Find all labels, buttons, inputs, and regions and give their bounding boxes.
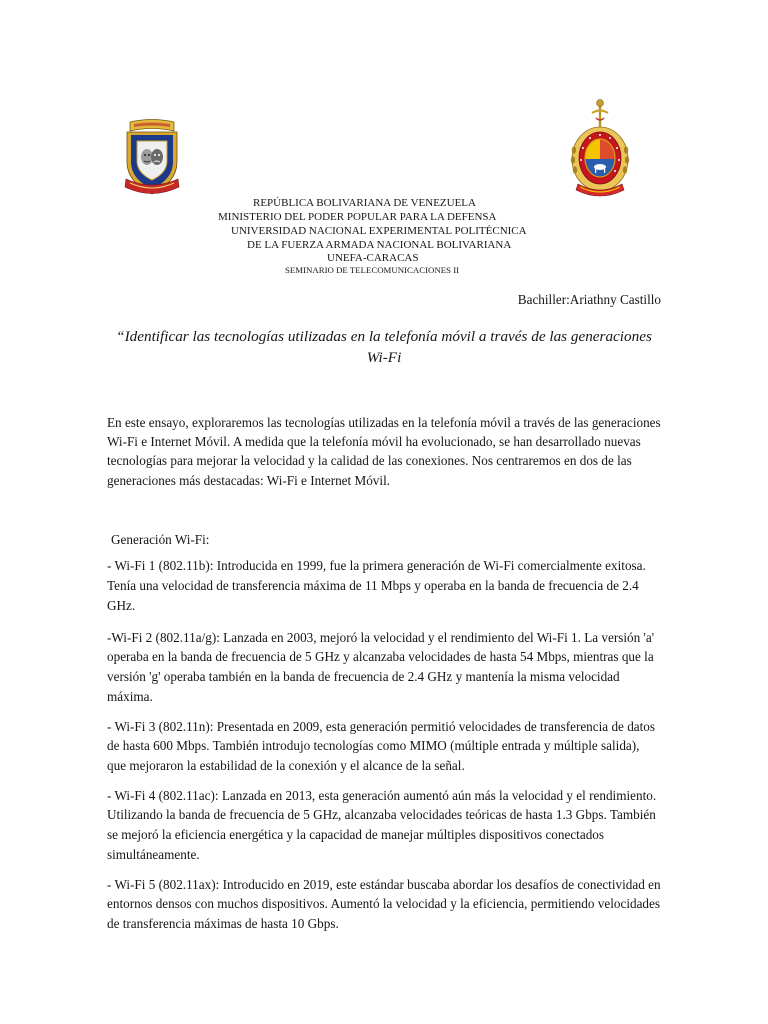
essay-title-line: Wi-Fi xyxy=(366,349,402,366)
paragraph-line: Tenía una velocidad de transferencia máxima de 11 Mbps y operaba en la banda de frecuencia de 2.4 xyxy=(107,577,639,593)
paragraph-line: -Wi-Fi 2 (802.11a/g): Lanzada en 2003, mejoró la velocidad y el rendimiento del Wi-Fi 1. La versión 'a' xyxy=(107,629,655,645)
header-university: UNIVERSIDAD NACIONAL EXPERIMENTAL POLITÉCNICA xyxy=(231,224,527,237)
coat-of-arms-logo xyxy=(568,98,632,198)
paragraph-line: que mejoraron la estabilidad de la conexión y el alcance de la señal. xyxy=(107,758,465,774)
paragraph-line: generaciones más destacadas: Wi-Fi e Internet Móvil. xyxy=(107,472,391,488)
header-course: SEMINARIO DE TELECOMUNICACIONES II xyxy=(285,264,460,275)
header-republic: REPÚBLICA BOLIVARIANA DE VENEZUELA xyxy=(253,196,476,209)
paragraph-line: - Wi-Fi 5 (802.11ax): Introducido en 2019, este estándar buscaba abordar los desafíos de conectividad en xyxy=(107,876,661,892)
header-armed-forces: DE LA FUERZA ARMADA NACIONAL BOLIVARIANA xyxy=(247,238,512,251)
wifi-1-paragraph xyxy=(107,556,663,617)
paragraph-line: - Wi-Fi 1 (802.11b): Introducida en 1999, fue la primera generación de Wi-Fi comercialmente exitosa. xyxy=(107,557,646,573)
paragraph-line: se mejoró la eficiencia energética y la capacidad de manejar múltiples dispositivos conectados xyxy=(107,827,605,843)
wifi-3-paragraph xyxy=(107,717,663,776)
paragraph-line: tecnologías para mejorar la velocidad y la calidad de las conexiones. Nos centraremos en dos de las xyxy=(107,453,632,469)
author-line: Bachiller:Ariathny Castillo xyxy=(517,291,661,307)
wifi-5-paragraph xyxy=(107,875,663,934)
paragraph-line: Wi-Fi e Internet Móvil. A medida que la telefonía móvil ha evolucionado, se han desarrollado nuevas xyxy=(107,433,641,449)
paragraph-line: Utilizando la banda de frecuencia de 5 GHz, alcanzaba velocidades teóricas de hasta 1.3 Gbps. También xyxy=(107,807,656,823)
wifi-2-paragraph xyxy=(107,628,663,707)
sword-pommel xyxy=(597,100,604,107)
paragraph-line: GHz. xyxy=(107,598,136,614)
unefa-logo xyxy=(122,118,182,198)
paragraph-line: operaba en la banda de frecuencia de 5 GHz y alcanzaba velocidades de hasta 54 Mbps, mientras que la xyxy=(107,649,654,665)
paragraph-line: - Wi-Fi 4 (802.11ac): Lanzada en 2013, esta generación aumentó aún más la velocidad y el rendimiento. xyxy=(107,787,657,803)
essay-title-line: “Identificar las tecnologías utilizadas en la telefonía móvil a través de las generaciones xyxy=(116,328,652,345)
section-heading: Generación Wi-Fi: xyxy=(111,531,210,547)
wifi-4-paragraph xyxy=(107,786,663,865)
header-ministry: MINISTERIO DEL PODER POPULAR PARA LA DEFENSA xyxy=(218,210,497,223)
paragraph-line: En este ensayo, exploraremos las tecnologías utilizadas en la telefonía móvil a través de las generaciones xyxy=(107,414,661,430)
paragraph-line: de transferencia máximas de hasta 10 Gbps. xyxy=(107,916,339,932)
header-campus: UNEFA-CARACAS xyxy=(327,251,419,264)
paragraph-line: de hasta 600 Mbps. También introdujo tecnologías como MIMO (múltiple entrada y múltiple salida), xyxy=(107,738,640,754)
logo-mask-right xyxy=(151,149,163,165)
paragraph-line: versión 'g' operaba también en la banda de frecuencia de 2.4 GHz y mantenía la misma velocidad xyxy=(107,669,620,685)
paragraph-line: entornos densos con muchos dispositivos. Aumentó la velocidad y la eficiencia, permitiendo velocidades xyxy=(107,896,661,912)
intro-paragraph xyxy=(107,413,663,491)
paragraph-line: - Wi-Fi 3 (802.11n): Presentada en 2009, esta generación permitió velocidades de transferencia de datos xyxy=(107,718,656,734)
paragraph-line: simultáneamente. xyxy=(107,846,200,862)
paragraph-line: máxima. xyxy=(107,688,153,704)
